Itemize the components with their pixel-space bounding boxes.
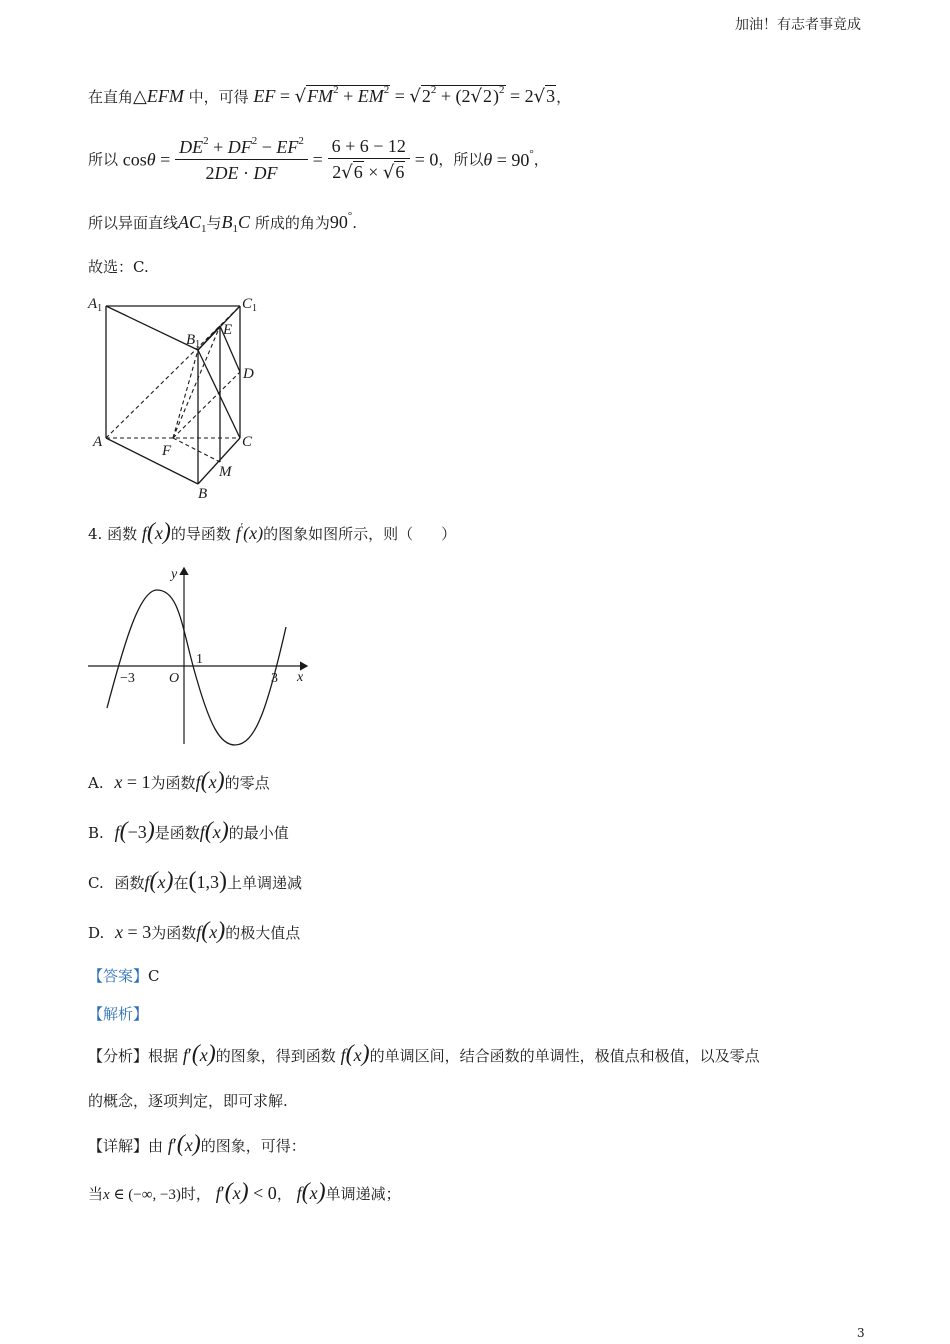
- page-header: 加油！有志者事竟成: [735, 17, 861, 33]
- derivative-graph: [85, 560, 315, 755]
- text: ）: [441, 525, 457, 543]
- text: ，所以: [438, 150, 484, 169]
- option-a: A. x = 1为函数f(x)的零点: [88, 768, 270, 794]
- text: 在: [173, 874, 189, 892]
- option-letter: D.: [88, 924, 105, 942]
- text: 中，可得: [188, 88, 249, 106]
- label-m: M: [219, 464, 232, 480]
- option-letter: B.: [88, 824, 104, 842]
- text: 为函数: [150, 774, 196, 792]
- text: 的单调区间，结合函数的单调性，极值点和极值，以及零点: [369, 1047, 760, 1065]
- text: 时，: [180, 1185, 211, 1203]
- text: 所以: [88, 150, 119, 169]
- formula-cos: cosθ =: [122, 149, 171, 170]
- text: 所成的角为: [254, 214, 330, 232]
- text: 根据: [148, 1047, 179, 1065]
- question-number: 4.: [88, 525, 103, 543]
- option-b: B. f(−3)是函数f(x)的最小值: [88, 818, 289, 844]
- line-angle-conclusion: 所以异面直线$AC_1$与$B_1C$ 所成的角为90°.: [88, 210, 358, 235]
- text: 所以异面直线: [88, 214, 179, 232]
- question-4-stem: 4. 函数 f(x)的导函数 f′(x)的图象如图所示，则（ ）: [88, 519, 457, 545]
- text: 单调递减；: [325, 1185, 401, 1203]
- text: 的导函数: [170, 525, 231, 543]
- text: 函数: [107, 525, 138, 543]
- fenxi-label: 【分析】: [88, 1047, 149, 1065]
- text: 的极大值点: [225, 924, 301, 942]
- prism-diagram: [85, 288, 275, 503]
- text: 在直角: [88, 88, 134, 106]
- text: ，: [276, 1185, 292, 1203]
- text: 是函数: [154, 824, 200, 842]
- triangle-symbol: △: [133, 86, 147, 106]
- option-d: D. x = 3为函数f(x)的极大值点: [88, 918, 301, 944]
- text: ，: [533, 150, 549, 169]
- text: 上单调递减: [227, 874, 303, 892]
- analysis-label: 【解析】: [88, 1005, 149, 1023]
- label-origin: O: [169, 671, 180, 686]
- label-d: D: [243, 366, 254, 382]
- line-choose-c: 故选：C.: [88, 258, 149, 276]
- text: 的零点: [224, 774, 270, 792]
- axis-label-x: x: [297, 670, 304, 685]
- analysis-fenxi: 【分析】根据 f′(x)的图象，得到函数 f(x)的单调区间，结合函数的单调性，极值点和极值，以及零点: [88, 1041, 760, 1067]
- analysis-detail: 【详解】由 f′(x)的图象，可得：: [88, 1131, 306, 1157]
- text: 为函数: [151, 924, 197, 942]
- option-letter: A.: [88, 774, 104, 792]
- label-b: B: [198, 486, 208, 502]
- detail-label: 【详解】: [88, 1137, 149, 1155]
- text: 函数: [114, 874, 145, 892]
- text: .: [352, 214, 358, 232]
- option-c: C. 函数f(x)在(1,3)上单调递减: [88, 868, 303, 894]
- tick-three: 3: [271, 671, 278, 686]
- text: ，: [556, 88, 572, 106]
- text: 的图象如图所示，则（: [263, 525, 414, 543]
- text: 的图象，可得：: [200, 1137, 306, 1155]
- text: 当: [88, 1185, 104, 1203]
- math-efm: EFM: [146, 86, 184, 106]
- label-f: F: [162, 443, 172, 459]
- answer-label: 【答案】: [88, 967, 149, 985]
- label-c1: $C_1$: [242, 296, 258, 314]
- label-e: E: [223, 322, 233, 338]
- axis-label-y: y: [171, 567, 178, 582]
- analysis-case-1: 当x ∈ (−∞, −3)时， f′(x) < 0， f(x)单调递减；: [88, 1179, 401, 1205]
- label-a1: $A_1$: [88, 296, 103, 314]
- line-cos-theta: 所以 cosθ = $\frac{DE^2 + DF^2 - EF^2}{2DE \cdot DF}$ = $\frac{6 + 6 - 12}{2√6 \times √6}$ = 0，所以θ = 90°，: [88, 134, 549, 183]
- text: 的最小值: [228, 824, 289, 842]
- label-a: A: [93, 434, 103, 450]
- option-letter: C.: [88, 874, 104, 892]
- tick-one: 1: [196, 652, 203, 667]
- fraction-values: $\frac{6 + 6 - 12}{2√6 \times √6}$: [328, 136, 410, 183]
- tick-neg3: −3: [120, 671, 135, 686]
- fraction-cos: $\frac{DE^2 + DF^2 - EF^2}{2DE \cdot DF}$: [175, 137, 308, 183]
- text: 与: [206, 214, 222, 232]
- answer-value: C: [148, 967, 160, 985]
- page-number: 3: [857, 1326, 865, 1340]
- answer-line: [88, 966, 160, 986]
- label-c: C: [242, 434, 253, 450]
- line-ef-calc: [88, 86, 571, 107]
- text: 的图象，得到函数: [215, 1047, 336, 1065]
- analysis-fenxi-cont: 的概念，逐项判定，即可求解.: [88, 1092, 288, 1110]
- label-b1: $B_1$: [186, 332, 201, 350]
- formula-ef: EF = $√FM^2 + EM^2 = √2^2 + (2√2)^2 = 2√3$: [253, 84, 556, 107]
- text: 由: [148, 1137, 164, 1155]
